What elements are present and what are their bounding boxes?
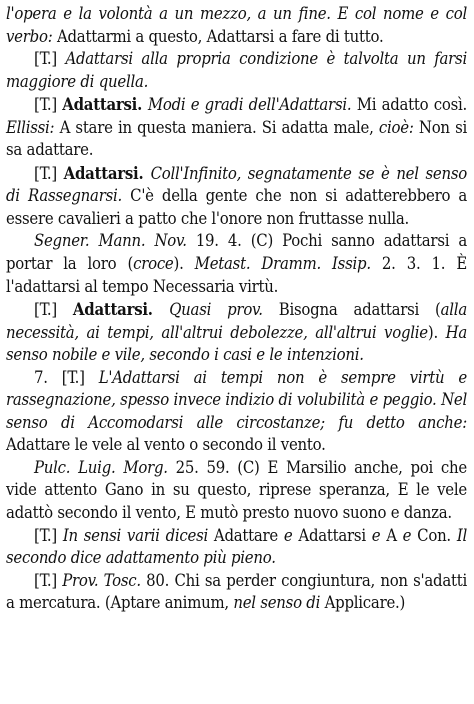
dictionary-paragraph <box>6 525 467 570</box>
dictionary-paragraph <box>6 48 467 93</box>
dictionary-paragraph <box>6 93 467 162</box>
text-segment-normal: [T.] <box>34 570 63 590</box>
dictionary-paragraph <box>6 230 467 298</box>
text-segment-normal: 7. [T.] <box>34 367 99 387</box>
dictionary-paragraph <box>6 162 467 231</box>
text-segment-italic: e <box>402 525 418 545</box>
text-segment-italic: Modi e gradi dell'Adattarsi. <box>147 95 357 115</box>
dictionary-paragraph <box>6 570 467 615</box>
text-segment-normal: [T.] <box>34 525 63 545</box>
text-segment-bold: Adattarsi. <box>63 162 151 183</box>
text-segment-italic: Adattarsi alla propria condizione è talvolta un farsi maggiore di quella. <box>6 49 467 91</box>
text-segment-bold: Adattarsi. <box>72 299 170 320</box>
text-segment-normal: ). <box>173 254 195 274</box>
text-segment-bold: Adattarsi. <box>62 94 148 115</box>
text-segment-normal: Adattarmi a questo, Adattarsi a fare di tutto. <box>56 26 384 46</box>
text-segment-normal: Adattarsi <box>298 525 372 545</box>
text-segment-normal: A <box>386 525 403 545</box>
dictionary-paragraph <box>6 457 467 525</box>
text-segment-italic: Metast. Dramm. Issip. <box>194 254 382 274</box>
text-segment-italic: cioè: <box>378 117 419 137</box>
dictionary-paragraph <box>6 298 467 367</box>
text-segment-normal: Mi adatto così. <box>356 95 467 115</box>
text-segment-italic: Quasi prov. <box>169 300 279 320</box>
text-segment-italic: In sensi varii dicesi <box>62 525 214 545</box>
text-segment-normal: C'è della gente che non si adatterebbero a essere cavalieri a patto che l'onore non fruttasse nulla. <box>6 186 467 228</box>
text-segment-normal: A stare in questa maniera. Si adatta male, <box>59 117 379 137</box>
text-segment-italic: l'opera e la volontà a un mezzo, a un fine. E col nome e col verbo: <box>6 4 467 46</box>
text-segment-italic: Ellissi: <box>6 117 60 137</box>
text-segment-normal: 80. Chi sa perder congiuntura, non s'adatti a mercatura. (Aptare animum, <box>6 570 467 613</box>
text-segment-italic: e <box>283 525 299 545</box>
text-segment-normal: Applicare.) <box>324 593 406 613</box>
dictionary-paragraph <box>6 367 467 457</box>
text-segment-normal: Bisogna adattarsi ( <box>278 300 441 320</box>
text-segment-normal: Non si sa adattare. <box>6 117 467 160</box>
text-segment-normal: [T.] <box>34 300 73 320</box>
text-segment-italic: Il secondo dice adattamento più pieno. <box>6 525 467 568</box>
text-segment-normal: 25. 59. (C) E Marsilio anche, poi che vide attento Gano in su questo, riprese speranza, E le vele adattò secondo il vento, E mutò presto nuovo suono e danza. <box>6 457 467 523</box>
text-segment-italic: croce <box>133 254 174 274</box>
dictionary-paragraph <box>6 3 467 48</box>
text-segment-normal: Adattare le vele al vento o secondo il vento. <box>6 435 326 455</box>
text-segment-normal: 19. 4. (C) Pochi sanno adattarsi a portar la loro ( <box>6 231 467 274</box>
text-segment-italic: L'Adattarsi ai tempi non è sempre virtù e rassegnazione, spesso invece indizio di volubilità e peggio. Nel senso di Accomodarsi alle circostanze; fu detto anche: <box>6 367 467 432</box>
text-segment-italic: Ha senso nobile e vile, secondo i casi e le intenzioni. <box>6 322 467 365</box>
text-segment-italic: nel senso di <box>233 593 325 613</box>
text-segment-italic: Pulc. Luig. Morg. <box>34 457 176 477</box>
text-segment-normal: [T.] <box>34 49 66 69</box>
text-segment-italic: alla necessità, ai tempi, all'altrui debolezze, all'altrui voglie <box>6 300 467 342</box>
text-segment-italic: Prov. Tosc. <box>62 570 147 590</box>
text-segment-normal: Con. <box>417 525 457 545</box>
text-segment-normal: 2. 3. 1. È l'adattarsi al tempo Necessaria virtù. <box>6 254 467 296</box>
text-segment-normal: Adattare <box>213 525 284 545</box>
text-segment-normal: [T.] <box>34 163 64 183</box>
text-segment-normal: [T.] <box>34 95 63 115</box>
text-segment-normal: ). <box>427 322 446 342</box>
text-segment-italic: Segner. Mann. Nov. <box>34 231 196 251</box>
text-segment-italic: e <box>371 525 387 545</box>
text-segment-italic: Coll'Infinito, segnatamente se è nel senso di Rassegnarsi. <box>6 163 467 206</box>
